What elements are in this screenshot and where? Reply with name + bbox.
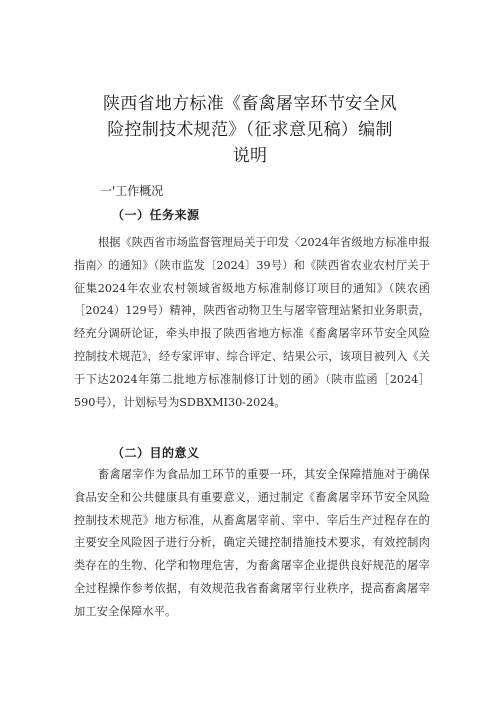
section-heading-work-overview: 一'工作概况: [100, 184, 164, 198]
document-title-line-3: 说明: [232, 146, 268, 166]
document-title-line-1: 陕西省地方标准《畜禽屠宰环节安全风: [102, 94, 398, 114]
document-title-line-2: 险控制技术规范》（征求意见稿）编制: [107, 120, 393, 140]
subsection-heading-task-source: （一）任务来源: [112, 208, 200, 222]
subsection-heading-purpose: （二）目的意义: [112, 446, 200, 460]
paragraph-task-source: 根据《陕西省市场监督管理局关于印发〈2024年省级地方标准申报指南〉的通知》（陕市监发〔2024〕39号）和《陕西省农业农村厅关于征集2024年农业农村领域省级地方标准制修订项目的通知》（陕农函［2024）129号）精神，陕西省动物卫生与屠宰管理站紧扣业务职责，经充分调研论证，牵头申报了陕西省地方标准《畜禽屠宰环节安全风险控制技术规范》，经专家评审、综合评定、结果公示，该项目被列入《关于下达2024年第二批地方标准制修订计划的函》（陕市监函［2024］590号），计划标号为SDBXMI30-2024。: [74, 236, 430, 409]
paragraph-purpose: 畜禽屠宰作为食品加工环节的重要一环，其安全保障措施对于确保食品安全和公共健康具有重要意义，通过制定《畜禽屠宰环节安全风险控制技术规范》地方标准，从畜禽屠宰前、宰中、宰后生产过程存在的主要安全风险因子进行分析，确定关键控制措施技术要求，有效控制肉类存在的生物、化学和物理危害，为畜禽屠宰企业提供良好规范的屠宰全过程操作参考依据，有效规范我省畜禽屠宰行业秩序，提高畜禽屠宰加工安全保障水平。: [74, 468, 430, 618]
